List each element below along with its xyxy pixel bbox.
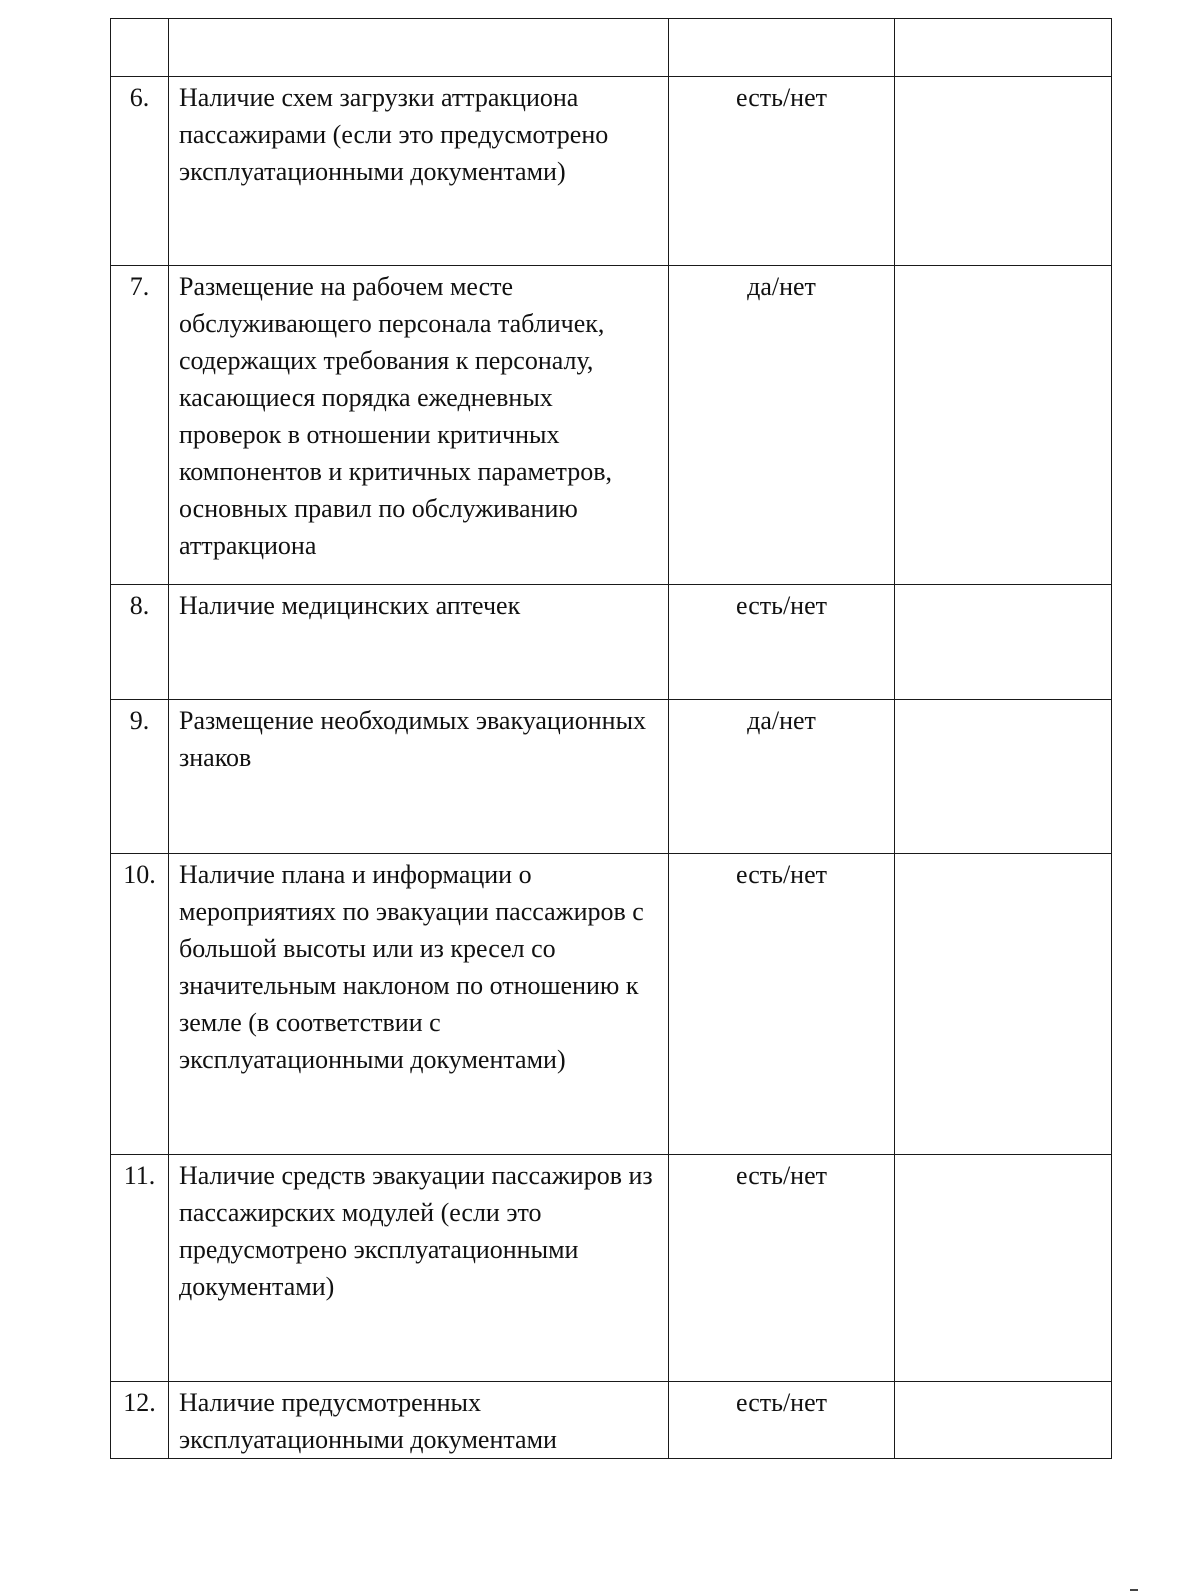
row-number bbox=[111, 19, 169, 77]
scan-mark bbox=[1130, 1589, 1138, 1591]
row-number: 8. bbox=[111, 585, 169, 700]
note-cell bbox=[895, 1155, 1112, 1382]
note-cell bbox=[895, 854, 1112, 1155]
table-row bbox=[111, 585, 1112, 700]
requirement-text: Наличие плана и информации о мероприятиях по эвакуации пассажиров с большой высоты или из кресел со значительным наклоном по отношению к земле (в соответствии с эксплуатационными документами) bbox=[169, 854, 669, 1155]
table-row bbox=[111, 1382, 1112, 1459]
answer-options: да/нет bbox=[669, 266, 895, 585]
answer-options: есть/нет bbox=[669, 585, 895, 700]
checklist-table bbox=[110, 18, 1112, 1459]
answer-options bbox=[669, 19, 895, 77]
note-cell bbox=[895, 585, 1112, 700]
row-number: 11. bbox=[111, 1155, 169, 1382]
note-cell bbox=[895, 700, 1112, 854]
note-cell bbox=[895, 266, 1112, 585]
answer-options: есть/нет bbox=[669, 854, 895, 1155]
answer-options: есть/нет bbox=[669, 1382, 895, 1459]
row-number: 12. bbox=[111, 1382, 169, 1459]
requirement-text bbox=[169, 19, 669, 77]
answer-options: есть/нет bbox=[669, 1155, 895, 1382]
note-cell bbox=[895, 1382, 1112, 1459]
requirement-text: Наличие медицинских аптечек bbox=[169, 585, 669, 700]
table-row bbox=[111, 854, 1112, 1155]
note-cell bbox=[895, 77, 1112, 266]
table-row bbox=[111, 700, 1112, 854]
requirement-text: Наличие схем загрузки аттракциона пассажирами (если это предусмотрено эксплуатационными документами) bbox=[169, 77, 669, 266]
table-row bbox=[111, 266, 1112, 585]
requirement-text: Размещение необходимых эвакуационных знаков bbox=[169, 700, 669, 854]
row-number: 9. bbox=[111, 700, 169, 854]
row-number: 7. bbox=[111, 266, 169, 585]
requirement-text: Наличие средств эвакуации пассажиров из пассажирских модулей (если это предусмотрено эксплуатационными документами) bbox=[169, 1155, 669, 1382]
answer-options: есть/нет bbox=[669, 77, 895, 266]
table-row bbox=[111, 19, 1112, 77]
table-row bbox=[111, 77, 1112, 266]
requirement-text: Наличие предусмотренных эксплуатационными документами bbox=[169, 1382, 669, 1459]
row-number: 6. bbox=[111, 77, 169, 266]
table-row bbox=[111, 1155, 1112, 1382]
requirement-text: Размещение на рабочем месте обслуживающего персонала табличек, содержащих требования к персоналу, касающиеся порядка ежедневных проверок в отношении критичных компонентов и критичных параметров, основных правил по обслуживанию аттракциона bbox=[169, 266, 669, 585]
note-cell bbox=[895, 19, 1112, 77]
row-number: 10. bbox=[111, 854, 169, 1155]
answer-options: да/нет bbox=[669, 700, 895, 854]
